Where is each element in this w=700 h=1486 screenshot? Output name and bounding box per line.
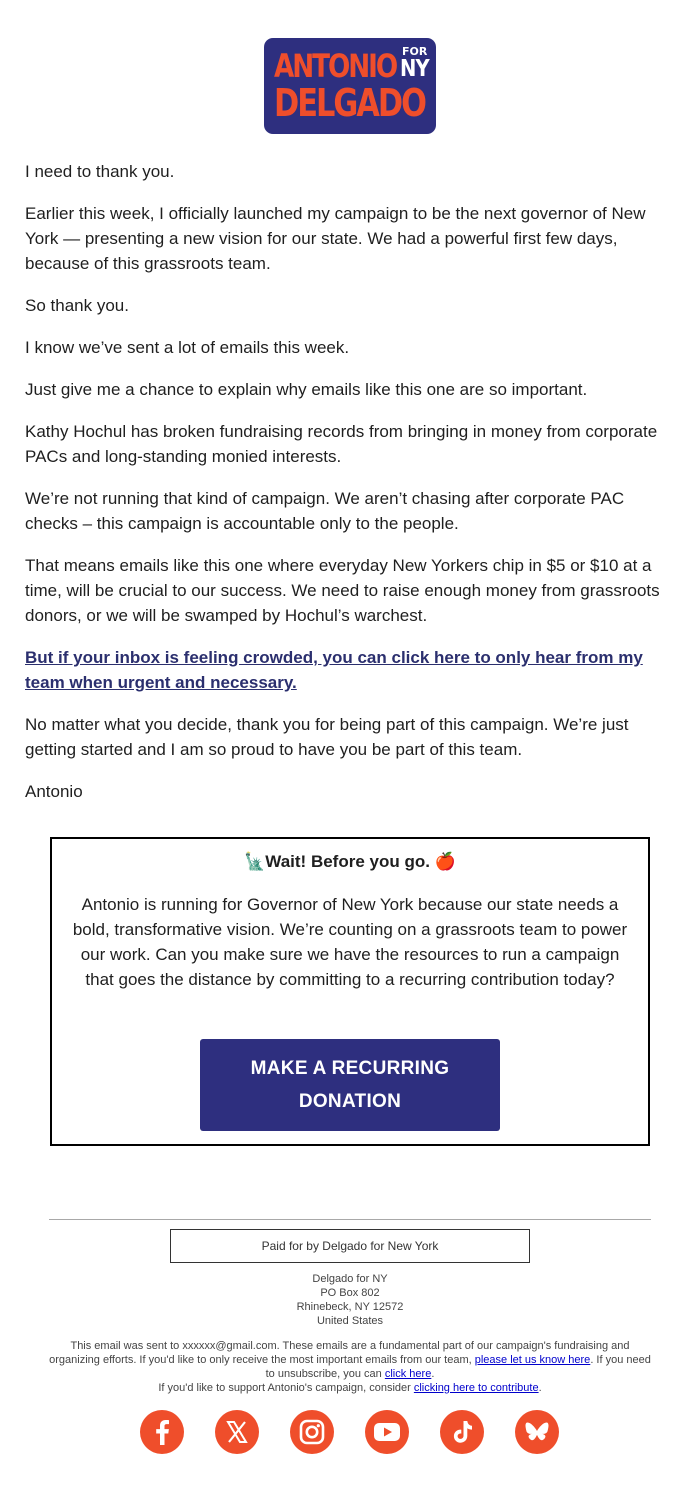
- paragraph: I know we’ve sent a lot of emails this week.: [25, 338, 350, 357]
- recurring-donation-label: MAKE A RECURRING DONATION: [250, 1058, 450, 1112]
- contribute-link[interactable]: clicking here to contribute: [413, 1382, 539, 1394]
- unsubscribe-link[interactable]: click here: [384, 1368, 432, 1380]
- callout-text: Antonio is running for Governor of New York because our state needs a bold, transformative vision. We’re counting on a grassroots team to power our work. Can you make sure we have the resources to run a campaign that goes the distance by committing to a recurring contribution today?: [72, 895, 628, 989]
- paragraph: I need to thank you.: [25, 162, 175, 181]
- closing-paragraph: No matter what you decide, thank you for being part of this campaign. We’re just getting started and I am so proud to have you be part of this team.: [25, 715, 629, 759]
- paragraph: We’re not running that kind of campaign. We aren’t chasing after corporate PAC checks – this campaign is accountable only to the people.: [25, 489, 625, 533]
- paid-for-disclaimer: Paid for by Delgado for New York: [170, 1229, 530, 1263]
- footer-fine-print: [45, 1339, 655, 1395]
- bluesky-icon[interactable]: [515, 1410, 559, 1454]
- recurring-callout: [50, 837, 650, 1146]
- tiktok-icon[interactable]: [440, 1410, 484, 1454]
- logo-ny: NY: [400, 56, 429, 82]
- signature: Antonio: [25, 782, 83, 801]
- x-icon[interactable]: [215, 1410, 259, 1454]
- fine-print-text: If you'd like to support Antonio's campaign, consider: [158, 1382, 414, 1394]
- recurring-donation-button[interactable]: [200, 1039, 500, 1131]
- mailing-address: [0, 1272, 700, 1328]
- paragraph: Kathy Hochul has broken fundraising records from bringing in money from corporate PACs and long-standing monied interests.: [25, 422, 658, 466]
- callout-title: 🗽Wait! Before you go. 🍎: [244, 852, 456, 871]
- fine-print-text: .: [538, 1382, 542, 1394]
- reduce-emails-link[interactable]: But if your inbox is feeling crowded, you can click here to only hear from my team when urgent and necessary.: [25, 648, 643, 692]
- link-paragraph: [25, 645, 677, 695]
- email-body: [25, 159, 677, 821]
- address-line: PO Box 802: [320, 1287, 380, 1299]
- fine-print-text: . If you need to unsubscribe, you can: [265, 1354, 651, 1380]
- instagram-icon[interactable]: [290, 1410, 334, 1454]
- address-line: Delgado for NY: [312, 1273, 388, 1285]
- preferences-link[interactable]: please let us know here: [474, 1354, 591, 1366]
- paragraph: That means emails like this one where everyday New Yorkers chip in $5 or $10 at a time, will be crucial to our success. We need to raise enough money from grassroots donors, or we will be swamped by Hochul’s warchest.: [25, 556, 660, 625]
- paragraph: Earlier this week, I officially launched my campaign to be the next governor of New York — presenting a new vision for our state. We had a powerful first few days, because of this grassroots team.: [25, 204, 646, 273]
- footer-divider: [49, 1219, 651, 1220]
- logo-antonio: ANTONIO: [274, 47, 397, 85]
- fine-print-text: This email was sent to xxxxxx@gmail.com. These emails are a fundamental part of our campaign's fundraising and organizing efforts. If you'd like to only receive the most important emails from our team,: [49, 1340, 630, 1366]
- address-line: Rhinebeck, NY 12572: [296, 1301, 404, 1313]
- logo-delgado: DELGADO: [274, 81, 425, 125]
- paragraph: So thank you.: [25, 296, 129, 315]
- logo-for: FOR: [402, 45, 428, 58]
- youtube-icon[interactable]: [365, 1410, 409, 1454]
- address-line: United States: [316, 1315, 384, 1327]
- paragraph: Just give me a chance to explain why emails like this one are so important.: [25, 380, 588, 399]
- fine-print-text: .: [431, 1368, 435, 1380]
- facebook-icon[interactable]: [140, 1410, 184, 1454]
- campaign-logo[interactable]: [264, 38, 436, 134]
